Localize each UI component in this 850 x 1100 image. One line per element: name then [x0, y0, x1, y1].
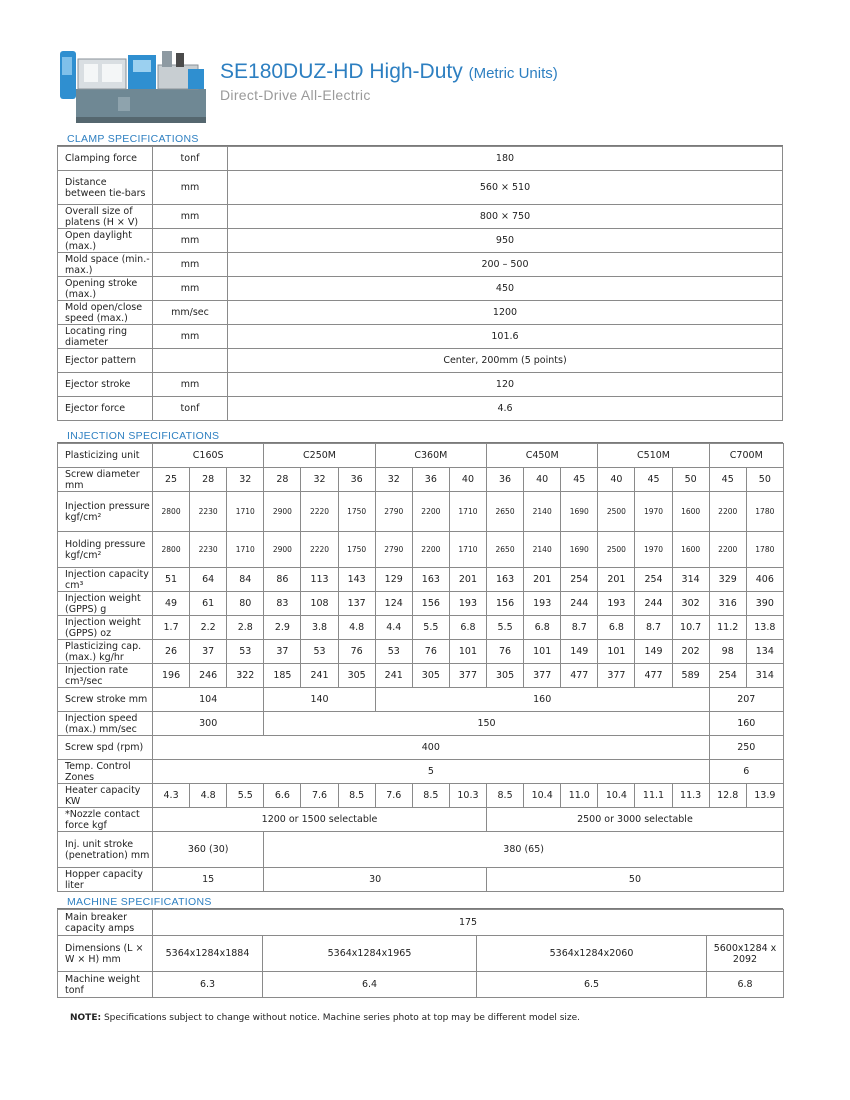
value-cell: 2220 [301, 532, 338, 568]
unit-header: C450M [487, 444, 598, 468]
value-cell: 2790 [375, 492, 412, 532]
value-cell: 477 [635, 664, 672, 688]
table-row [58, 253, 783, 277]
value-cell: 10.3 [449, 784, 486, 808]
value-cell: 53 [375, 640, 412, 664]
value-cell: 45 [561, 468, 598, 492]
value-cell: 250 [709, 736, 783, 760]
value-cell: 1780 [746, 532, 783, 568]
row-value: 4.6 [228, 397, 783, 421]
value-cell: 2230 [190, 532, 227, 568]
value-cell: 390 [746, 592, 783, 616]
value-cell: 2200 [709, 532, 746, 568]
value-cell: 5364x1284x2060 [477, 936, 707, 972]
value-cell: 5 [153, 760, 710, 784]
value-cell: 156 [412, 592, 449, 616]
title-units: (Metric Units) [468, 65, 558, 82]
value-cell: 12.8 [709, 784, 746, 808]
value-cell: 1970 [635, 492, 672, 532]
value-cell: 2500 [598, 532, 635, 568]
value-cell: 11.1 [635, 784, 672, 808]
value-cell: 32 [227, 468, 264, 492]
section-title-clamp: CLAMP SPECIFICATIONS [67, 133, 199, 145]
value-cell: 45 [709, 468, 746, 492]
row-label: Ejector stroke [58, 373, 153, 397]
value-cell: 377 [449, 664, 486, 688]
value-cell: 2790 [375, 532, 412, 568]
value-cell: 104 [153, 688, 264, 712]
value-cell: 3.8 [301, 616, 338, 640]
row-unit: mm [153, 171, 228, 205]
value-cell: 32 [375, 468, 412, 492]
row-unit: tonf [153, 397, 228, 421]
value-cell: 36 [487, 468, 524, 492]
value-cell: 2230 [190, 492, 227, 532]
value-cell: 2900 [264, 492, 301, 532]
row-label: Mold open/close speed (max.) [58, 301, 153, 325]
value-cell: 1750 [338, 532, 375, 568]
value-cell: 7.6 [375, 784, 412, 808]
value-cell: 50 [487, 868, 784, 892]
value-cell: 26 [153, 640, 190, 664]
table-row [58, 229, 783, 253]
value-cell: 329 [709, 568, 746, 592]
value-cell: 2.9 [264, 616, 301, 640]
value-cell: 28 [190, 468, 227, 492]
table-row [58, 205, 783, 229]
value-cell: 2.2 [190, 616, 227, 640]
unit-header: C160S [153, 444, 264, 468]
value-cell: 160 [709, 712, 783, 736]
row-unit: tonf [153, 147, 228, 171]
row-label: Screw diameter mm [58, 468, 153, 492]
injection-table [57, 443, 784, 892]
row-label: Locating ring diameter [58, 325, 153, 349]
unit-header: C250M [264, 444, 375, 468]
table-row [58, 349, 783, 373]
value-cell: 1710 [449, 532, 486, 568]
value-cell: 143 [338, 568, 375, 592]
table-row [58, 784, 784, 808]
value-cell: 80 [227, 592, 264, 616]
value-cell: 137 [338, 592, 375, 616]
value-cell: 40 [524, 468, 561, 492]
value-cell: 129 [375, 568, 412, 592]
value-cell: 84 [227, 568, 264, 592]
table-row [58, 936, 784, 972]
value-cell: 254 [561, 568, 598, 592]
row-label: Open daylight (max.) [58, 229, 153, 253]
value-cell: 380 (65) [264, 832, 784, 868]
row-label: Distance between tie-bars [58, 171, 153, 205]
value-cell: 4.8 [338, 616, 375, 640]
row-label: Clamping force [58, 147, 153, 171]
value-cell: 254 [635, 568, 672, 592]
row-label: Injection capacity cm³ [58, 568, 153, 592]
row-label: Injection weight (GPPS) oz [58, 616, 153, 640]
table-row [58, 664, 784, 688]
value-cell: 76 [487, 640, 524, 664]
value-cell: 156 [487, 592, 524, 616]
value-cell: 6.4 [263, 972, 477, 998]
value-cell: 2650 [487, 492, 524, 532]
value-cell: 477 [561, 664, 598, 688]
row-label: Screw stroke mm [58, 688, 153, 712]
value-cell: 6.8 [707, 972, 784, 998]
value-cell: 51 [153, 568, 190, 592]
table-row [58, 568, 784, 592]
row-label: Injection weight (GPPS) g [58, 592, 153, 616]
value-cell: 406 [746, 568, 783, 592]
machine-table [57, 909, 784, 998]
value-cell: 314 [672, 568, 709, 592]
row-label: Inj. unit stroke (penetration) mm [58, 832, 153, 868]
value-cell: 1690 [561, 532, 598, 568]
value-cell: 11.0 [561, 784, 598, 808]
value-cell: 4.8 [190, 784, 227, 808]
value-cell: 163 [412, 568, 449, 592]
value-cell: 8.5 [338, 784, 375, 808]
value-cell: 1710 [227, 492, 264, 532]
value-cell: 50 [672, 468, 709, 492]
value-cell: 124 [375, 592, 412, 616]
value-cell: 32 [301, 468, 338, 492]
row-unit: mm/sec [153, 301, 228, 325]
value-cell: 6.5 [477, 972, 707, 998]
value-cell: 37 [264, 640, 301, 664]
value-cell: 134 [746, 640, 783, 664]
value-cell: 2800 [153, 492, 190, 532]
row-value: 800 × 750 [228, 205, 783, 229]
value-cell: 241 [301, 664, 338, 688]
value-cell: 2200 [412, 532, 449, 568]
value-cell: 149 [561, 640, 598, 664]
value-cell: 30 [264, 868, 487, 892]
row-label: Mold space (min.-max.) [58, 253, 153, 277]
row-unit: mm [153, 253, 228, 277]
table-row [58, 832, 784, 868]
table-row [58, 760, 784, 784]
value-cell: 241 [375, 664, 412, 688]
value-cell: 305 [412, 664, 449, 688]
value-cell: 6 [709, 760, 783, 784]
value-cell: 314 [746, 664, 783, 688]
value-cell: 8.5 [487, 784, 524, 808]
value-cell: 175 [153, 910, 784, 936]
row-label: Temp. Control Zones [58, 760, 153, 784]
value-cell: 160 [375, 688, 709, 712]
table-row [58, 171, 783, 205]
value-cell: 6.6 [264, 784, 301, 808]
row-value: 1200 [228, 301, 783, 325]
value-cell: 2.8 [227, 616, 264, 640]
table-row [58, 147, 783, 171]
value-cell: 2650 [487, 532, 524, 568]
value-cell: 201 [524, 568, 561, 592]
row-label: Machine weight tonf [58, 972, 153, 998]
value-cell: 86 [264, 568, 301, 592]
value-cell: 10.4 [598, 784, 635, 808]
value-cell: 11.2 [709, 616, 746, 640]
value-cell: 40 [449, 468, 486, 492]
value-cell: 302 [672, 592, 709, 616]
value-cell: 246 [190, 664, 227, 688]
table-row [58, 468, 784, 492]
value-cell: 400 [153, 736, 710, 760]
value-cell: 13.9 [746, 784, 783, 808]
value-cell: 8.7 [561, 616, 598, 640]
value-cell: 254 [709, 664, 746, 688]
value-cell: 193 [598, 592, 635, 616]
table-row [58, 910, 784, 936]
row-label: Dimensions (L × W × H) mm [58, 936, 153, 972]
value-cell: 36 [412, 468, 449, 492]
value-cell: 5.5 [227, 784, 264, 808]
row-value: 180 [228, 147, 783, 171]
value-cell: 53 [227, 640, 264, 664]
value-cell: 5600x1284 x 2092 [707, 936, 784, 972]
row-label: Screw spd (rpm) [58, 736, 153, 760]
row-value: 450 [228, 277, 783, 301]
value-cell: 1600 [672, 492, 709, 532]
row-label: Injection rate cm³/sec [58, 664, 153, 688]
value-cell: 11.3 [672, 784, 709, 808]
value-cell: 202 [672, 640, 709, 664]
value-cell: 1200 or 1500 selectable [153, 808, 487, 832]
value-cell: 5364x1284x1965 [263, 936, 477, 972]
row-value: 560 × 510 [228, 171, 783, 205]
row-label: Hopper capacity liter [58, 868, 153, 892]
row-label: Main breaker capacity amps [58, 910, 153, 936]
table-row [58, 972, 784, 998]
row-unit: mm [153, 277, 228, 301]
row-value: 120 [228, 373, 783, 397]
unit-header: C510M [598, 444, 709, 468]
table-row [58, 736, 784, 760]
title-text: SE180DUZ-HD High-Duty [220, 60, 463, 83]
value-cell: 193 [449, 592, 486, 616]
row-label: Overall size of platens (H × V) [58, 205, 153, 229]
note-text: Specifications subject to change without notice. Machine series photo at top may be different model size. [103, 1013, 581, 1023]
row-unit [153, 349, 228, 373]
value-cell: 101 [449, 640, 486, 664]
value-cell: 244 [635, 592, 672, 616]
page-subtitle: Direct-Drive All-Electric [220, 87, 371, 103]
value-cell: 244 [561, 592, 598, 616]
value-cell: 193 [524, 592, 561, 616]
table-row [58, 532, 784, 568]
row-unit: mm [153, 229, 228, 253]
value-cell: 4.4 [375, 616, 412, 640]
section-title-injection: INJECTION SPECIFICATIONS [67, 430, 220, 442]
row-label: Injection pressure kgf/cm² [58, 492, 153, 532]
value-cell: 377 [598, 664, 635, 688]
value-cell: 2220 [301, 492, 338, 532]
value-cell: 150 [264, 712, 709, 736]
unit-header: C700M [709, 444, 783, 468]
note-prefix: NOTE: [70, 1013, 102, 1023]
value-cell: 1600 [672, 532, 709, 568]
row-unit: mm [153, 325, 228, 349]
value-cell: 201 [598, 568, 635, 592]
value-cell: 2140 [524, 532, 561, 568]
section-title-machine: MACHINE SPECIFICATIONS [67, 896, 212, 908]
value-cell: 2500 [598, 492, 635, 532]
value-cell: 4.3 [153, 784, 190, 808]
table-row [58, 688, 784, 712]
value-cell: 163 [487, 568, 524, 592]
value-cell: 316 [709, 592, 746, 616]
value-cell: 50 [746, 468, 783, 492]
value-cell: 1780 [746, 492, 783, 532]
table-row [58, 868, 784, 892]
table-row [58, 397, 783, 421]
value-cell: 2140 [524, 492, 561, 532]
value-cell: 149 [635, 640, 672, 664]
value-cell: 98 [709, 640, 746, 664]
clamp-table [57, 146, 783, 421]
value-cell: 83 [264, 592, 301, 616]
table-row [58, 592, 784, 616]
unit-header: C360M [375, 444, 486, 468]
value-cell: 201 [449, 568, 486, 592]
value-cell: 49 [153, 592, 190, 616]
row-value: 200 – 500 [228, 253, 783, 277]
value-cell: 207 [709, 688, 783, 712]
value-cell: 6.8 [598, 616, 635, 640]
value-cell: 2500 or 3000 selectable [487, 808, 784, 832]
value-cell: 25 [153, 468, 190, 492]
value-cell: 2200 [709, 492, 746, 532]
value-cell: 28 [264, 468, 301, 492]
value-cell: 1750 [338, 492, 375, 532]
value-cell: 40 [598, 468, 635, 492]
table-row [58, 373, 783, 397]
row-label: Opening stroke (max.) [58, 277, 153, 301]
value-cell: 8.5 [412, 784, 449, 808]
row-unit: mm [153, 205, 228, 229]
value-cell: 101 [524, 640, 561, 664]
value-cell: 377 [524, 664, 561, 688]
value-cell: 113 [301, 568, 338, 592]
value-cell: 140 [264, 688, 375, 712]
value-cell: 2900 [264, 532, 301, 568]
value-cell: 300 [153, 712, 264, 736]
value-cell: 64 [190, 568, 227, 592]
value-cell: 36 [338, 468, 375, 492]
value-cell: 5.5 [412, 616, 449, 640]
value-cell: 305 [487, 664, 524, 688]
value-cell: 37 [190, 640, 227, 664]
value-cell: 6.3 [153, 972, 263, 998]
value-cell: 101 [598, 640, 635, 664]
value-cell: 108 [301, 592, 338, 616]
value-cell: 13.8 [746, 616, 783, 640]
value-cell: 1690 [561, 492, 598, 532]
value-cell: 45 [635, 468, 672, 492]
machine-photo [58, 47, 208, 127]
table-row [58, 277, 783, 301]
page-title [220, 60, 558, 84]
value-cell: 5.5 [487, 616, 524, 640]
value-cell: 1710 [449, 492, 486, 532]
row-label: Ejector pattern [58, 349, 153, 373]
value-cell: 6.8 [524, 616, 561, 640]
row-label: Injection speed (max.) mm/sec [58, 712, 153, 736]
value-cell: 196 [153, 664, 190, 688]
table-row [58, 325, 783, 349]
value-cell: 2800 [153, 532, 190, 568]
row-label: Holding pressure kgf/cm² [58, 532, 153, 568]
value-cell: 76 [412, 640, 449, 664]
row-value: 950 [228, 229, 783, 253]
value-cell: 1710 [227, 532, 264, 568]
value-cell: 305 [338, 664, 375, 688]
value-cell: 10.7 [672, 616, 709, 640]
value-cell: 6.8 [449, 616, 486, 640]
table-row [58, 712, 784, 736]
table-row [58, 616, 784, 640]
row-label: Heater capacity KW [58, 784, 153, 808]
value-cell: 185 [264, 664, 301, 688]
value-cell: 61 [190, 592, 227, 616]
value-cell: 2200 [412, 492, 449, 532]
value-cell: 5364x1284x1884 [153, 936, 263, 972]
value-cell: 322 [227, 664, 264, 688]
value-cell: 76 [338, 640, 375, 664]
value-cell: 360 (30) [153, 832, 264, 868]
value-cell: 1970 [635, 532, 672, 568]
row-label: *Nozzle contact force kgf [58, 808, 153, 832]
value-cell: 589 [672, 664, 709, 688]
value-cell: 7.6 [301, 784, 338, 808]
row-label: Plasticizing unit [58, 444, 153, 468]
table-row [58, 640, 784, 664]
value-cell: 15 [153, 868, 264, 892]
row-label: Ejector force [58, 397, 153, 421]
table-row [58, 492, 784, 532]
footnote [70, 1013, 580, 1023]
row-unit: mm [153, 373, 228, 397]
table-row [58, 444, 784, 468]
row-value: Center, 200mm (5 points) [228, 349, 783, 373]
value-cell: 10.4 [524, 784, 561, 808]
value-cell: 53 [301, 640, 338, 664]
value-cell: 1.7 [153, 616, 190, 640]
table-row [58, 808, 784, 832]
value-cell: 8.7 [635, 616, 672, 640]
row-value: 101.6 [228, 325, 783, 349]
row-label: Plasticizing cap. (max.) kg/hr [58, 640, 153, 664]
table-row [58, 301, 783, 325]
